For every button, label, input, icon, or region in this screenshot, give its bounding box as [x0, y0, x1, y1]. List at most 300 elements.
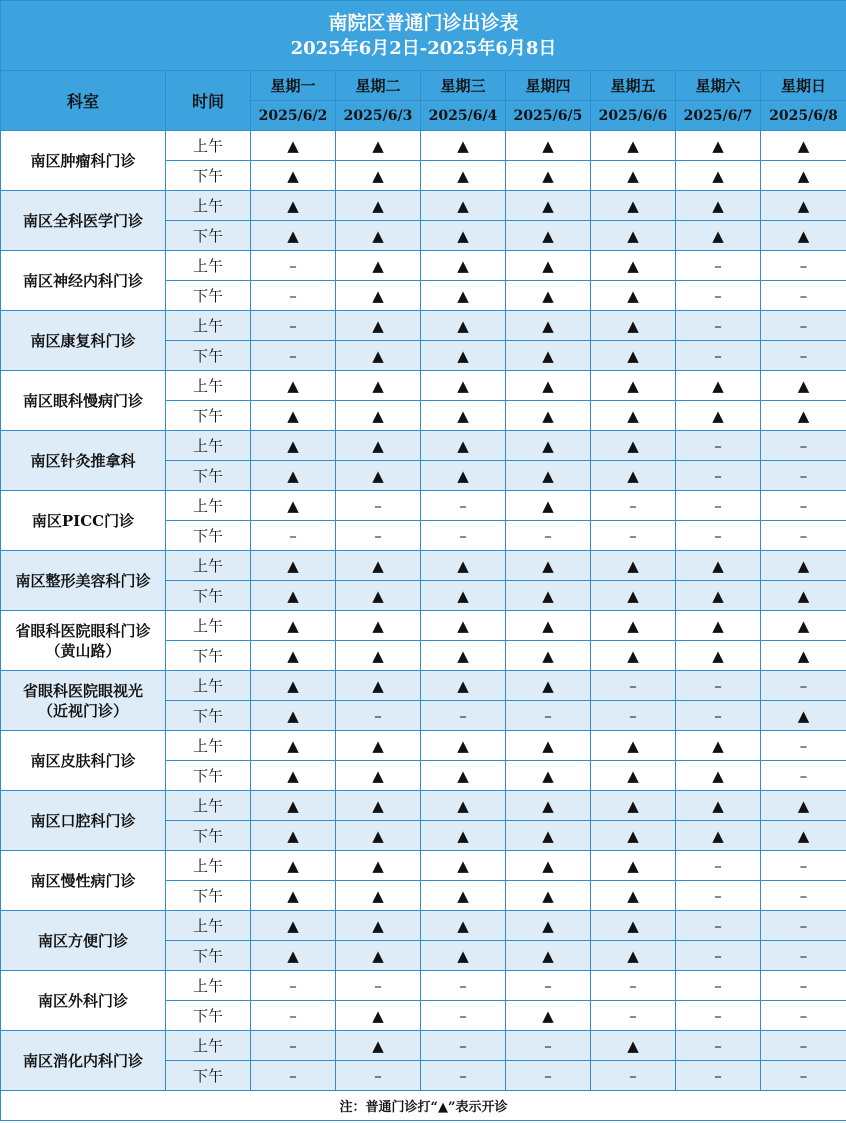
open-mark: ▲	[761, 701, 846, 731]
open-mark: ▲	[506, 761, 591, 791]
open-mark: ▲	[336, 221, 421, 251]
open-mark: ▲	[506, 311, 591, 341]
open-mark: ▲	[506, 551, 591, 581]
open-mark: ▲	[251, 671, 336, 701]
closed-mark: –	[421, 1001, 506, 1031]
open-mark: ▲	[761, 551, 846, 581]
open-mark: ▲	[251, 701, 336, 731]
closed-mark: –	[251, 311, 336, 341]
open-mark: ▲	[421, 221, 506, 251]
open-mark: ▲	[251, 791, 336, 821]
closed-mark: –	[591, 1061, 676, 1091]
department-name-line: 南区针灸推拿科	[30, 451, 136, 470]
slot-afternoon: 下午	[166, 761, 251, 791]
open-mark: ▲	[591, 281, 676, 311]
closed-mark: –	[761, 251, 846, 281]
closed-mark: –	[336, 1061, 421, 1091]
closed-mark: –	[676, 1061, 761, 1091]
table-row	[1, 791, 846, 821]
open-mark: ▲	[251, 761, 336, 791]
open-mark: ▲	[506, 461, 591, 491]
table-row	[1, 191, 846, 221]
open-mark: ▲	[506, 911, 591, 941]
table-row	[1, 731, 846, 761]
open-mark: ▲	[506, 401, 591, 431]
open-mark: ▲	[591, 881, 676, 911]
slot-morning: 上午	[166, 731, 251, 761]
open-mark: ▲	[336, 851, 421, 881]
open-mark: ▲	[676, 581, 761, 611]
closed-mark: –	[336, 521, 421, 551]
slot-morning: 上午	[166, 671, 251, 701]
department-name-line: 南区外科门诊	[37, 991, 128, 1010]
table-row	[1, 851, 846, 881]
open-mark: ▲	[421, 671, 506, 701]
weekday-header: 星期四	[506, 71, 591, 101]
open-mark: ▲	[506, 131, 591, 161]
open-mark: ▲	[421, 641, 506, 671]
department-name-line: 南区消化内科门诊	[22, 1051, 143, 1070]
closed-mark: –	[676, 881, 761, 911]
open-mark: ▲	[421, 281, 506, 311]
department-name-line: 南区全科医学门诊	[22, 211, 143, 230]
department-name-line: 南区康复科门诊	[30, 331, 136, 350]
open-mark: ▲	[506, 341, 591, 371]
closed-mark: –	[591, 671, 676, 701]
slot-morning: 上午	[166, 791, 251, 821]
closed-mark: –	[761, 671, 846, 701]
date-header: 2025/6/5	[506, 101, 591, 131]
closed-mark: –	[761, 911, 846, 941]
open-mark: ▲	[506, 581, 591, 611]
department-name	[1, 791, 166, 851]
open-mark: ▲	[591, 311, 676, 341]
department-name	[1, 731, 166, 791]
department-name	[1, 911, 166, 971]
closed-mark: –	[676, 251, 761, 281]
closed-mark: –	[251, 341, 336, 371]
slot-morning: 上午	[166, 491, 251, 521]
closed-mark: –	[251, 521, 336, 551]
open-mark: ▲	[761, 581, 846, 611]
open-mark: ▲	[251, 851, 336, 881]
closed-mark: –	[761, 431, 846, 461]
closed-mark: –	[676, 311, 761, 341]
open-mark: ▲	[591, 581, 676, 611]
department-name-line: 南区皮肤科门诊	[30, 751, 136, 770]
open-mark: ▲	[336, 671, 421, 701]
open-mark: ▲	[761, 401, 846, 431]
department-name-line: 省眼科医院眼视光	[22, 681, 143, 700]
weekday-header: 星期二	[336, 71, 421, 101]
open-mark: ▲	[336, 911, 421, 941]
department-name	[1, 251, 166, 311]
open-mark: ▲	[421, 431, 506, 461]
closed-mark: –	[506, 1061, 591, 1091]
table-row	[1, 671, 846, 701]
closed-mark: –	[676, 491, 761, 521]
slot-morning: 上午	[166, 371, 251, 401]
department-name	[1, 131, 166, 191]
department-name-subline: （近视门诊）	[37, 701, 128, 720]
closed-mark: –	[761, 311, 846, 341]
department-name	[1, 191, 166, 251]
closed-mark: –	[421, 1031, 506, 1061]
closed-mark: –	[421, 521, 506, 551]
closed-mark: –	[591, 971, 676, 1001]
open-mark: ▲	[336, 191, 421, 221]
slot-afternoon: 下午	[166, 281, 251, 311]
open-mark: ▲	[251, 611, 336, 641]
open-mark: ▲	[591, 551, 676, 581]
open-mark: ▲	[336, 431, 421, 461]
weekday-header: 星期日	[761, 71, 846, 101]
department-name-subline: （黄山路）	[45, 641, 121, 660]
open-mark: ▲	[591, 1031, 676, 1061]
open-mark: ▲	[251, 401, 336, 431]
open-mark: ▲	[506, 941, 591, 971]
table-row	[1, 251, 846, 281]
open-mark: ▲	[421, 251, 506, 281]
open-mark: ▲	[591, 131, 676, 161]
open-mark: ▲	[336, 401, 421, 431]
slot-morning: 上午	[166, 911, 251, 941]
department-name	[1, 611, 166, 671]
open-mark: ▲	[336, 371, 421, 401]
slot-afternoon: 下午	[166, 461, 251, 491]
page-title: 南院区普通门诊出诊表	[328, 11, 519, 34]
open-mark: ▲	[421, 401, 506, 431]
open-mark: ▲	[676, 761, 761, 791]
open-mark: ▲	[676, 131, 761, 161]
table-row	[1, 431, 846, 461]
open-mark: ▲	[336, 551, 421, 581]
closed-mark: –	[676, 431, 761, 461]
open-mark: ▲	[421, 191, 506, 221]
open-mark: ▲	[506, 191, 591, 221]
open-mark: ▲	[676, 551, 761, 581]
open-mark: ▲	[336, 311, 421, 341]
closed-mark: –	[676, 671, 761, 701]
closed-mark: –	[506, 701, 591, 731]
open-mark: ▲	[251, 191, 336, 221]
department-name	[1, 431, 166, 491]
slot-morning: 上午	[166, 191, 251, 221]
open-mark: ▲	[336, 131, 421, 161]
closed-mark: –	[251, 281, 336, 311]
open-mark: ▲	[591, 791, 676, 821]
open-mark: ▲	[251, 551, 336, 581]
closed-mark: –	[336, 971, 421, 1001]
closed-mark: –	[676, 461, 761, 491]
slot-afternoon: 下午	[166, 581, 251, 611]
closed-mark: –	[336, 491, 421, 521]
department-name	[1, 671, 166, 731]
closed-mark: –	[761, 971, 846, 1001]
open-mark: ▲	[761, 191, 846, 221]
open-mark: ▲	[421, 911, 506, 941]
title-cell	[1, 1, 846, 71]
closed-mark: –	[676, 701, 761, 731]
closed-mark: –	[761, 731, 846, 761]
slot-morning: 上午	[166, 1031, 251, 1061]
open-mark: ▲	[676, 611, 761, 641]
open-mark: ▲	[421, 581, 506, 611]
closed-mark: –	[761, 491, 846, 521]
open-mark: ▲	[591, 821, 676, 851]
closed-mark: –	[591, 521, 676, 551]
slot-afternoon: 下午	[166, 1061, 251, 1091]
slot-afternoon: 下午	[166, 941, 251, 971]
open-mark: ▲	[251, 911, 336, 941]
department-name	[1, 491, 166, 551]
open-mark: ▲	[251, 641, 336, 671]
open-mark: ▲	[506, 251, 591, 281]
open-mark: ▲	[591, 341, 676, 371]
open-mark: ▲	[591, 161, 676, 191]
department-name	[1, 311, 166, 371]
slot-afternoon: 下午	[166, 161, 251, 191]
slot-morning: 上午	[166, 551, 251, 581]
open-mark: ▲	[421, 311, 506, 341]
open-mark: ▲	[676, 731, 761, 761]
closed-mark: –	[761, 761, 846, 791]
open-mark: ▲	[421, 461, 506, 491]
open-mark: ▲	[591, 431, 676, 461]
closed-mark: –	[761, 521, 846, 551]
open-mark: ▲	[676, 161, 761, 191]
department-name-line: 南区神经内科门诊	[22, 271, 143, 290]
closed-mark: –	[251, 251, 336, 281]
closed-mark: –	[421, 701, 506, 731]
open-mark: ▲	[251, 941, 336, 971]
table-row	[1, 491, 846, 521]
open-mark: ▲	[251, 131, 336, 161]
slot-afternoon: 下午	[166, 641, 251, 671]
open-mark: ▲	[251, 581, 336, 611]
open-mark: ▲	[761, 221, 846, 251]
department-name-line: 南区眼科慢病门诊	[22, 391, 143, 410]
weekday-header: 星期三	[421, 71, 506, 101]
open-mark: ▲	[591, 371, 676, 401]
open-mark: ▲	[591, 401, 676, 431]
open-mark: ▲	[421, 551, 506, 581]
slot-morning: 上午	[166, 851, 251, 881]
open-mark: ▲	[506, 1001, 591, 1031]
open-mark: ▲	[336, 821, 421, 851]
open-mark: ▲	[336, 461, 421, 491]
department-name-line: 南区整形美容科门诊	[15, 571, 151, 590]
date-header: 2025/6/8	[761, 101, 846, 131]
slot-afternoon: 下午	[166, 701, 251, 731]
open-mark: ▲	[761, 821, 846, 851]
dept-header: 科室	[1, 71, 166, 131]
open-mark: ▲	[676, 641, 761, 671]
open-mark: ▲	[676, 401, 761, 431]
open-mark: ▲	[591, 461, 676, 491]
slot-afternoon: 下午	[166, 1001, 251, 1031]
slot-afternoon: 下午	[166, 401, 251, 431]
closed-mark: –	[676, 281, 761, 311]
open-mark: ▲	[251, 731, 336, 761]
open-mark: ▲	[336, 581, 421, 611]
table-row	[1, 551, 846, 581]
slot-morning: 上午	[166, 611, 251, 641]
closed-mark: –	[506, 1031, 591, 1061]
open-mark: ▲	[251, 431, 336, 461]
open-mark: ▲	[506, 491, 591, 521]
department-name	[1, 1031, 166, 1091]
closed-mark: –	[421, 491, 506, 521]
closed-mark: –	[676, 1031, 761, 1061]
department-name	[1, 971, 166, 1031]
closed-mark: –	[761, 881, 846, 911]
open-mark: ▲	[421, 341, 506, 371]
closed-mark: –	[676, 941, 761, 971]
open-mark: ▲	[761, 791, 846, 821]
open-mark: ▲	[591, 761, 676, 791]
open-mark: ▲	[336, 1001, 421, 1031]
open-mark: ▲	[591, 251, 676, 281]
open-mark: ▲	[251, 371, 336, 401]
closed-mark: –	[421, 1061, 506, 1091]
open-mark: ▲	[506, 161, 591, 191]
closed-mark: –	[251, 1001, 336, 1031]
closed-mark: –	[676, 521, 761, 551]
open-mark: ▲	[506, 821, 591, 851]
slot-morning: 上午	[166, 971, 251, 1001]
open-mark: ▲	[591, 941, 676, 971]
open-mark: ▲	[336, 611, 421, 641]
closed-mark: –	[676, 911, 761, 941]
date-header: 2025/6/3	[336, 101, 421, 131]
closed-mark: –	[421, 971, 506, 1001]
closed-mark: –	[676, 1001, 761, 1031]
date-range: 2025年6月2日-2025年6月8日	[290, 37, 557, 59]
open-mark: ▲	[676, 371, 761, 401]
closed-mark: –	[591, 491, 676, 521]
open-mark: ▲	[591, 611, 676, 641]
slot-afternoon: 下午	[166, 221, 251, 251]
closed-mark: –	[591, 701, 676, 731]
department-name	[1, 371, 166, 431]
open-mark: ▲	[251, 491, 336, 521]
open-mark: ▲	[421, 161, 506, 191]
open-mark: ▲	[591, 221, 676, 251]
table-row	[1, 611, 846, 641]
open-mark: ▲	[506, 431, 591, 461]
department-name-line: 南区方便门诊	[37, 931, 128, 950]
slot-afternoon: 下午	[166, 521, 251, 551]
closed-mark: –	[506, 521, 591, 551]
weekday-header: 星期一	[251, 71, 336, 101]
department-name-line: 南区PICC门诊	[31, 511, 135, 530]
table-row	[1, 131, 846, 161]
department-name	[1, 851, 166, 911]
slot-morning: 上午	[166, 251, 251, 281]
open-mark: ▲	[506, 881, 591, 911]
closed-mark: –	[251, 1061, 336, 1091]
department-name	[1, 551, 166, 611]
open-mark: ▲	[591, 641, 676, 671]
open-mark: ▲	[251, 161, 336, 191]
open-mark: ▲	[251, 881, 336, 911]
open-mark: ▲	[506, 611, 591, 641]
table-row	[1, 371, 846, 401]
slot-afternoon: 下午	[166, 881, 251, 911]
open-mark: ▲	[506, 791, 591, 821]
closed-mark: –	[591, 1001, 676, 1031]
open-mark: ▲	[336, 881, 421, 911]
open-mark: ▲	[421, 881, 506, 911]
footnote: 注：普通门诊打“▲”表示开诊	[1, 1091, 846, 1121]
open-mark: ▲	[336, 341, 421, 371]
date-header: 2025/6/2	[251, 101, 336, 131]
open-mark: ▲	[676, 791, 761, 821]
open-mark: ▲	[336, 251, 421, 281]
open-mark: ▲	[761, 641, 846, 671]
closed-mark: –	[761, 1061, 846, 1091]
closed-mark: –	[761, 941, 846, 971]
table-row	[1, 971, 846, 1001]
open-mark: ▲	[336, 941, 421, 971]
table-row	[1, 911, 846, 941]
open-mark: ▲	[421, 761, 506, 791]
open-mark: ▲	[676, 821, 761, 851]
open-mark: ▲	[421, 851, 506, 881]
table-row	[1, 1031, 846, 1061]
table-row	[1, 311, 846, 341]
open-mark: ▲	[421, 821, 506, 851]
closed-mark: –	[761, 461, 846, 491]
open-mark: ▲	[591, 731, 676, 761]
closed-mark: –	[761, 341, 846, 371]
open-mark: ▲	[761, 131, 846, 161]
open-mark: ▲	[591, 911, 676, 941]
closed-mark: –	[676, 971, 761, 1001]
open-mark: ▲	[421, 791, 506, 821]
weekday-header: 星期六	[676, 71, 761, 101]
open-mark: ▲	[336, 731, 421, 761]
note-row	[1, 1091, 846, 1121]
closed-mark: –	[506, 971, 591, 1001]
open-mark: ▲	[591, 851, 676, 881]
weekday-header: 星期五	[591, 71, 676, 101]
time-header: 时间	[166, 71, 251, 131]
open-mark: ▲	[336, 641, 421, 671]
open-mark: ▲	[506, 731, 591, 761]
open-mark: ▲	[336, 1031, 421, 1061]
open-mark: ▲	[336, 281, 421, 311]
department-name-line: 南区慢性病门诊	[30, 871, 136, 890]
open-mark: ▲	[591, 191, 676, 221]
open-mark: ▲	[421, 941, 506, 971]
open-mark: ▲	[251, 821, 336, 851]
department-name-line: 南区肿瘤科门诊	[30, 151, 136, 170]
open-mark: ▲	[761, 611, 846, 641]
weekday-header-row	[1, 71, 846, 101]
slot-afternoon: 下午	[166, 341, 251, 371]
closed-mark: –	[676, 851, 761, 881]
closed-mark: –	[251, 971, 336, 1001]
open-mark: ▲	[251, 221, 336, 251]
open-mark: ▲	[506, 371, 591, 401]
closed-mark: –	[251, 1031, 336, 1061]
slot-afternoon: 下午	[166, 821, 251, 851]
closed-mark: –	[761, 1031, 846, 1061]
date-header: 2025/6/7	[676, 101, 761, 131]
department-name-line: 省眼科医院眼科门诊	[15, 621, 151, 640]
